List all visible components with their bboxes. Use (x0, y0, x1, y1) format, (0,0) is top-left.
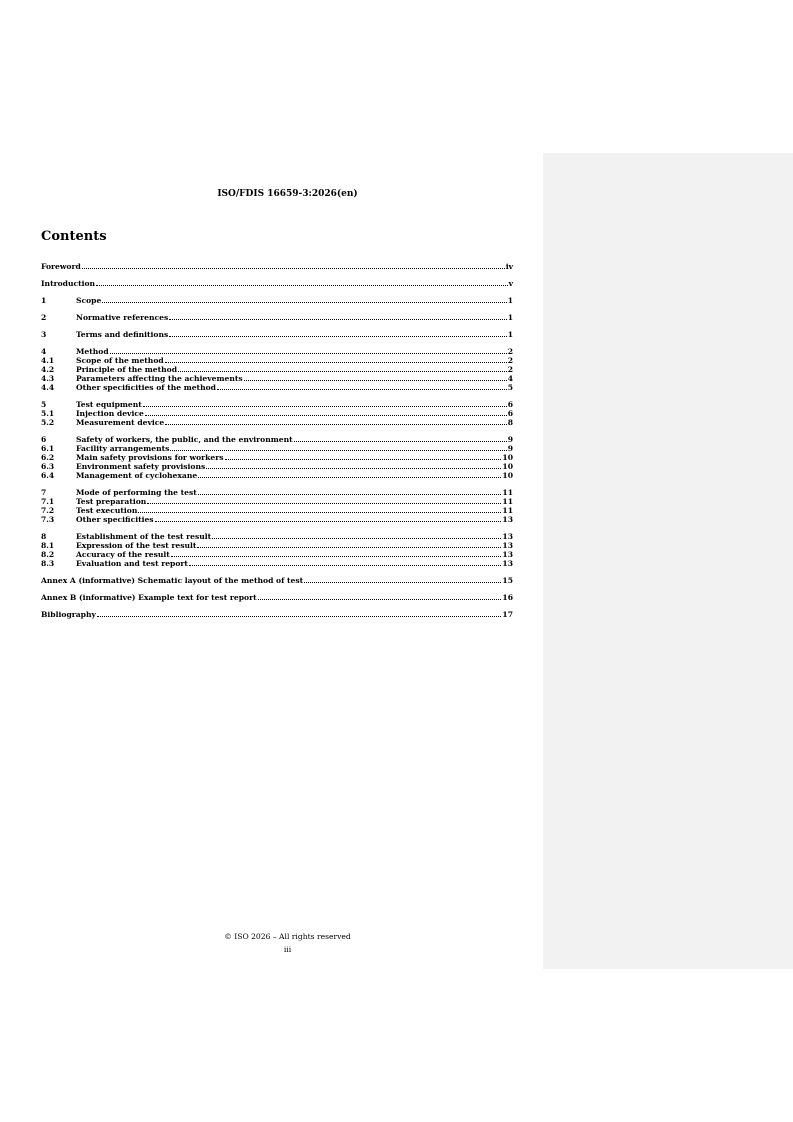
toc-entry-title: Injection device (76, 409, 144, 418)
toc-entry[interactable] (41, 488, 513, 497)
toc-entry[interactable] (41, 279, 513, 288)
toc-entry[interactable] (41, 262, 513, 271)
toc-entry-title: Main safety provisions for workers (76, 453, 224, 462)
toc-entry-page: 4 (507, 374, 513, 383)
toc-entry-number: 5.2 (41, 418, 55, 427)
toc-dot-leader (169, 336, 506, 337)
toc-entry-number: 6.4 (41, 471, 55, 480)
toc-entry[interactable] (41, 313, 513, 322)
toc-entry[interactable] (41, 559, 513, 568)
toc-dot-leader (170, 450, 506, 451)
toc-entry-page: 15 (502, 576, 513, 585)
toc-entry-title: Other specificities (76, 515, 154, 524)
toc-dot-leader (178, 371, 507, 372)
toc-entry-title: Establishment of the test result (76, 532, 212, 541)
toc-entry-title: Test preparation (76, 497, 147, 506)
footer-copyright: © ISO 2026 – All rights reserved (224, 932, 351, 941)
toc-entry[interactable] (41, 383, 513, 392)
toc-entry-number: 7.3 (41, 515, 55, 524)
toc-entry-title: Test execution (76, 506, 138, 515)
toc-entry-number: 7.2 (41, 506, 55, 515)
toc-entry-page: 11 (502, 497, 513, 506)
toc-dot-leader (244, 380, 507, 381)
toc-entry-page: 8 (507, 418, 513, 427)
toc-entry-number: 1 (41, 296, 47, 305)
toc-entry-title: Method (76, 347, 109, 356)
toc-entry-page: iv (505, 262, 513, 271)
toc-entry-page: 5 (507, 383, 513, 392)
toc-entry[interactable] (41, 462, 513, 471)
toc-entry-title: Other specificities of the method (76, 383, 216, 392)
toc-entry-page: 9 (507, 444, 513, 453)
toc-entry[interactable] (41, 471, 513, 480)
toc-entry-page: 1 (507, 313, 513, 322)
toc-entry[interactable] (41, 409, 513, 418)
toc-entry[interactable] (41, 400, 513, 409)
toc-entry-page: 1 (507, 330, 513, 339)
toc-dot-leader (212, 538, 501, 539)
toc-entry-number: 8.1 (41, 541, 55, 550)
toc-entry-page: 1 (507, 296, 513, 305)
toc-entry-number: 4 (41, 347, 47, 356)
toc-dot-leader (198, 477, 501, 478)
toc-entry-number: 4.1 (41, 356, 55, 365)
toc-entry-title: Facility arrangements (76, 444, 170, 453)
toc-entry[interactable] (41, 550, 513, 559)
toc-dot-leader (110, 353, 507, 354)
toc-dot-leader (258, 599, 502, 600)
toc-entry-number: 6.3 (41, 462, 55, 471)
toc-entry-page: 13 (502, 515, 513, 524)
toc-dot-leader (143, 406, 507, 407)
toc-entry-number: 4.3 (41, 374, 55, 383)
toc-entry-page: 9 (507, 435, 513, 444)
toc-dot-leader (82, 268, 505, 269)
toc-entry-number: 5.1 (41, 409, 55, 418)
toc-entry-number: 6 (41, 435, 47, 444)
toc-dot-leader (102, 302, 506, 303)
toc-dot-leader (189, 565, 501, 566)
toc-entry-title: Normative references (76, 313, 169, 322)
toc-entry-page: 6 (507, 409, 513, 418)
toc-entry[interactable] (41, 347, 513, 356)
toc-entry-title: Safety of workers, the public, and the environment (76, 435, 293, 444)
toc-entry[interactable] (41, 418, 513, 427)
toc-entry-page: 13 (502, 532, 513, 541)
toc-entry-title: Annex B (informative) Example text for test report (41, 593, 257, 602)
toc-dot-leader (217, 389, 507, 390)
comment-pane (543, 153, 793, 969)
toc-dot-leader (147, 503, 501, 504)
toc-entry-title: Bibliography (41, 610, 96, 619)
toc-dot-leader (138, 512, 501, 513)
toc-entry[interactable] (41, 541, 513, 550)
toc-entry-page: 17 (502, 610, 513, 619)
toc-entry[interactable] (41, 374, 513, 383)
toc-entry[interactable] (41, 576, 513, 585)
toc-dot-leader (97, 616, 502, 617)
toc-entry-number: 3 (41, 330, 47, 339)
toc-entry-page: 11 (502, 506, 513, 515)
toc-entry-number: 8.2 (41, 550, 55, 559)
toc-dot-leader (165, 362, 507, 363)
toc-entry-page: 10 (502, 462, 513, 471)
toc-entry-title: Scope (76, 296, 102, 305)
toc-entry[interactable] (41, 593, 513, 602)
toc-dot-leader (165, 424, 506, 425)
toc-entry-number: 8 (41, 532, 47, 541)
toc-entry-title: Evaluation and test report (76, 559, 188, 568)
toc-entry-page: 10 (502, 453, 513, 462)
toc-dot-leader (304, 582, 501, 583)
toc-entry-title: Terms and definitions (76, 330, 169, 339)
toc-entry-page: 13 (502, 541, 513, 550)
toc-entry[interactable] (41, 453, 513, 462)
toc-entry-page: 6 (507, 400, 513, 409)
toc-dot-leader (197, 547, 501, 548)
toc-entry[interactable] (41, 506, 513, 515)
toc-entry-number: 7 (41, 488, 47, 497)
toc-entry-page: v (508, 279, 513, 288)
document-header: ISO/FDIS 16659-3:2026(en) (217, 189, 358, 199)
toc-entry-title: Introduction (41, 279, 96, 288)
toc-dot-leader (145, 415, 507, 416)
toc-entry-title: Measurement device (76, 418, 165, 427)
toc-entry-page: 2 (507, 347, 513, 356)
toc-entry-title: Scope of the method (76, 356, 164, 365)
toc-dot-leader (169, 319, 506, 320)
toc-entry-page: 13 (502, 559, 513, 568)
toc-entry[interactable] (41, 610, 513, 619)
toc-entry-title: Principle of the method (76, 365, 178, 374)
toc-entry[interactable] (41, 356, 513, 365)
toc-entry-title: Expression of the test result (76, 541, 197, 550)
toc-entry-page: 11 (502, 488, 513, 497)
toc-entry-number: 7.1 (41, 497, 55, 506)
toc-entry-page: 2 (507, 356, 513, 365)
toc-entry[interactable] (41, 444, 513, 453)
toc-dot-leader (171, 556, 502, 557)
toc-dot-leader (96, 285, 507, 286)
toc-entry-title: Environment safety provisions (76, 462, 206, 471)
toc-entry-title: Management of cyclohexane (76, 471, 198, 480)
toc-entry-number: 8.3 (41, 559, 55, 568)
footer-page-number: iii (283, 945, 292, 954)
table-of-contents (41, 262, 513, 619)
toc-entry[interactable] (41, 435, 513, 444)
toc-entry-page: 10 (502, 471, 513, 480)
toc-entry-title: Parameters affecting the achievements (76, 374, 243, 383)
toc-entry[interactable] (41, 532, 513, 541)
toc-entry[interactable] (41, 497, 513, 506)
toc-entry-title: Foreword (41, 262, 81, 271)
toc-entry[interactable] (41, 515, 513, 524)
toc-entry[interactable] (41, 365, 513, 374)
toc-entry-number: 5 (41, 400, 47, 409)
toc-entry-number: 4.4 (41, 383, 55, 392)
toc-entry-title: Accuracy of the result (76, 550, 170, 559)
toc-entry-page: 2 (507, 365, 513, 374)
toc-entry-title: Mode of performing the test (76, 488, 197, 497)
toc-entry-page: 13 (502, 550, 513, 559)
toc-entry-title: Annex A (informative) Schematic layout of the method of test (41, 576, 304, 585)
toc-entry[interactable] (41, 296, 513, 305)
toc-entry-number: 2 (41, 313, 47, 322)
toc-entry-number: 4.2 (41, 365, 55, 374)
toc-dot-leader (155, 521, 502, 522)
toc-entry[interactable] (41, 330, 513, 339)
toc-entry-number: 6.1 (41, 444, 55, 453)
toc-dot-leader (225, 459, 502, 460)
toc-dot-leader (198, 494, 502, 495)
toc-entry-title: Test equipment (76, 400, 142, 409)
toc-dot-leader (294, 441, 507, 442)
contents-heading: Contents (41, 229, 107, 244)
toc-dot-leader (206, 468, 501, 469)
toc-entry-number: 6.2 (41, 453, 55, 462)
toc-entry-page: 16 (502, 593, 513, 602)
